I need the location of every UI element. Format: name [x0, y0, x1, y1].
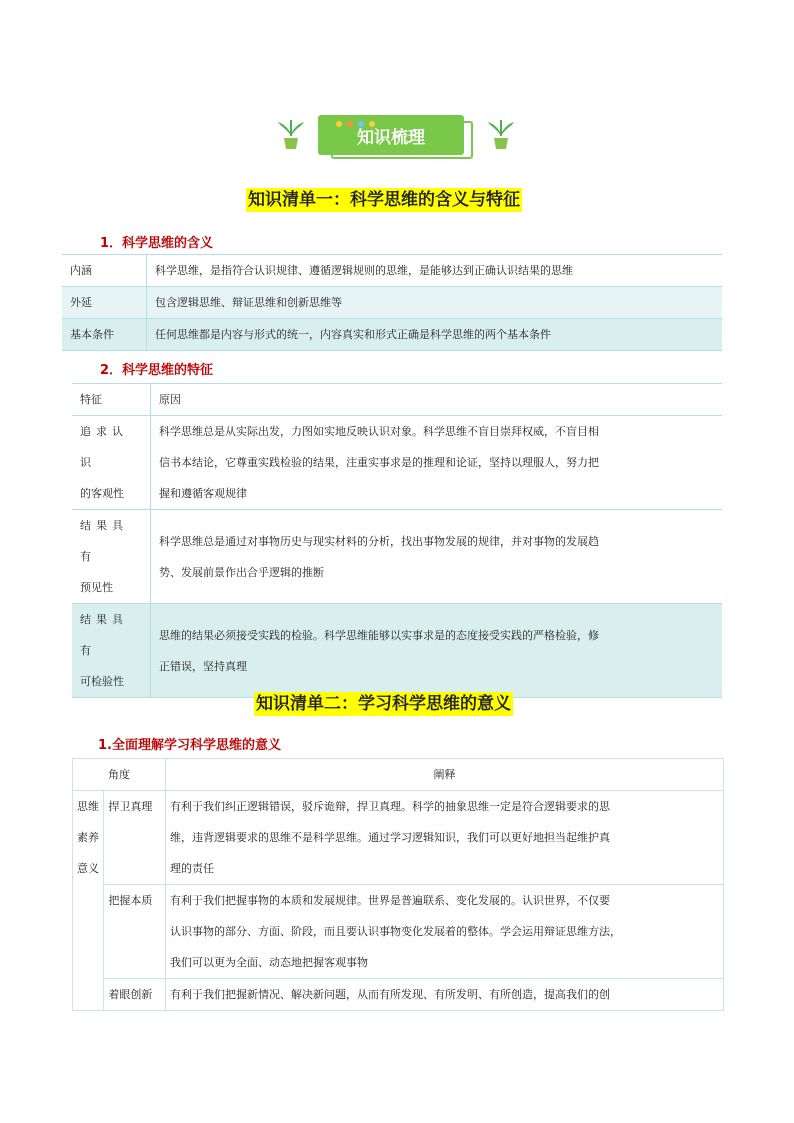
section1-subtitle-1: 1．科学思维的含义 [100, 236, 214, 251]
explanation-cell: 有利于我们把握新情况、解决新问题，从而有所发现、有所发明、有所创造，提高我们的创 [166, 979, 724, 1011]
table-row [72, 604, 722, 698]
header-explanation: 阐释 [166, 759, 724, 791]
row-key: 基本条件 [62, 319, 147, 351]
table-row [72, 510, 722, 604]
angle-cell: 着眼创新 [104, 979, 166, 1011]
header-angle: 角度 [73, 759, 166, 791]
table-header-row [72, 384, 722, 416]
angle-cell: 捍卫真理 [104, 791, 166, 885]
table-row [62, 255, 722, 287]
row-key: 外延 [62, 287, 147, 319]
row-value: 任何思维都是内容与形式的统一，内容真实和形式正确是科学思维的两个基本条件 [147, 319, 723, 351]
plant-icon [276, 118, 306, 150]
reason-cell: 科学思维总是从实际出发，力图如实地反映认识对象。科学思维不盲目崇拜权威，不盲目相 信书本结论，它尊重实践检验的结果，注重实事求是的推理和论证，坚持以理服人，努力把 握和遵循客观规律 [151, 416, 723, 510]
plant-icon [486, 118, 516, 150]
section2-title: 知识清单二：学习科学思维的意义 [256, 694, 511, 714]
section1-title: 知识清单一：科学思维的含义与特征 [248, 190, 520, 210]
section2-subtitle-1: 1.全面理解学习科学思维的意义 [98, 738, 281, 753]
explanation-cell: 有利于我们纠正逻辑错误，驳斥诡辩，捍卫真理。科学的抽象思维一定是符合逻辑要求的思 维，违背逻辑要求的思维不是科学思维。通过学习逻辑知识，我们可以更好地担当起维护真 理的责任 [166, 791, 724, 885]
reason-cell: 思维的结果必须接受实践的检验。科学思维能够以实事求是的态度接受实践的严格检验，修 正错误，坚持真理 [151, 604, 723, 698]
feature-cell: 追求认识 的客观性 [72, 416, 151, 510]
section1-subtitle-2: 2．科学思维的特征 [100, 363, 214, 378]
row-value: 包含逻辑思维、辩证思维和创新思维等 [147, 287, 723, 319]
table-row [73, 979, 724, 1011]
table-row [72, 416, 722, 510]
decorative-dots [336, 112, 380, 131]
section-badge: 知识梳理 [318, 115, 464, 155]
header-feature: 特征 [72, 384, 151, 416]
table-row [62, 319, 722, 351]
row-value: 科学思维，是指符合认识规律、遵循逻辑规则的思维，是能够达到正确认识结果的思维 [147, 255, 723, 287]
feature-cell: 结果具有 可检验性 [72, 604, 151, 698]
feature-cell: 结果具有 预见性 [72, 510, 151, 604]
significance-table [72, 758, 724, 1011]
definition-table [62, 254, 722, 351]
angle-cell: 把握本质 [104, 885, 166, 979]
features-table [72, 383, 722, 698]
explanation-cell: 有利于我们把握事物的本质和发展规律。世界是普遍联系、变化发展的。认识世界，不仅要 认识事物的部分、方面、阶段，而且要认识事物变化发展着的整体。学会运用辩证思维方法， 我们可以更为全面、动态地把握客观事物 [166, 885, 724, 979]
group-label: 思维 素养 意义 [73, 791, 104, 1011]
row-key: 内涵 [62, 255, 147, 287]
table-row [73, 885, 724, 979]
table-header-row [73, 759, 724, 791]
header-reason: 原因 [151, 384, 723, 416]
reason-cell: 科学思维总是通过对事物历史与现实材料的分析，找出事物发展的规律，并对事物的发展趋 势、发展前景作出合乎逻辑的推断 [151, 510, 723, 604]
table-row [73, 791, 724, 885]
table-row [62, 287, 722, 319]
